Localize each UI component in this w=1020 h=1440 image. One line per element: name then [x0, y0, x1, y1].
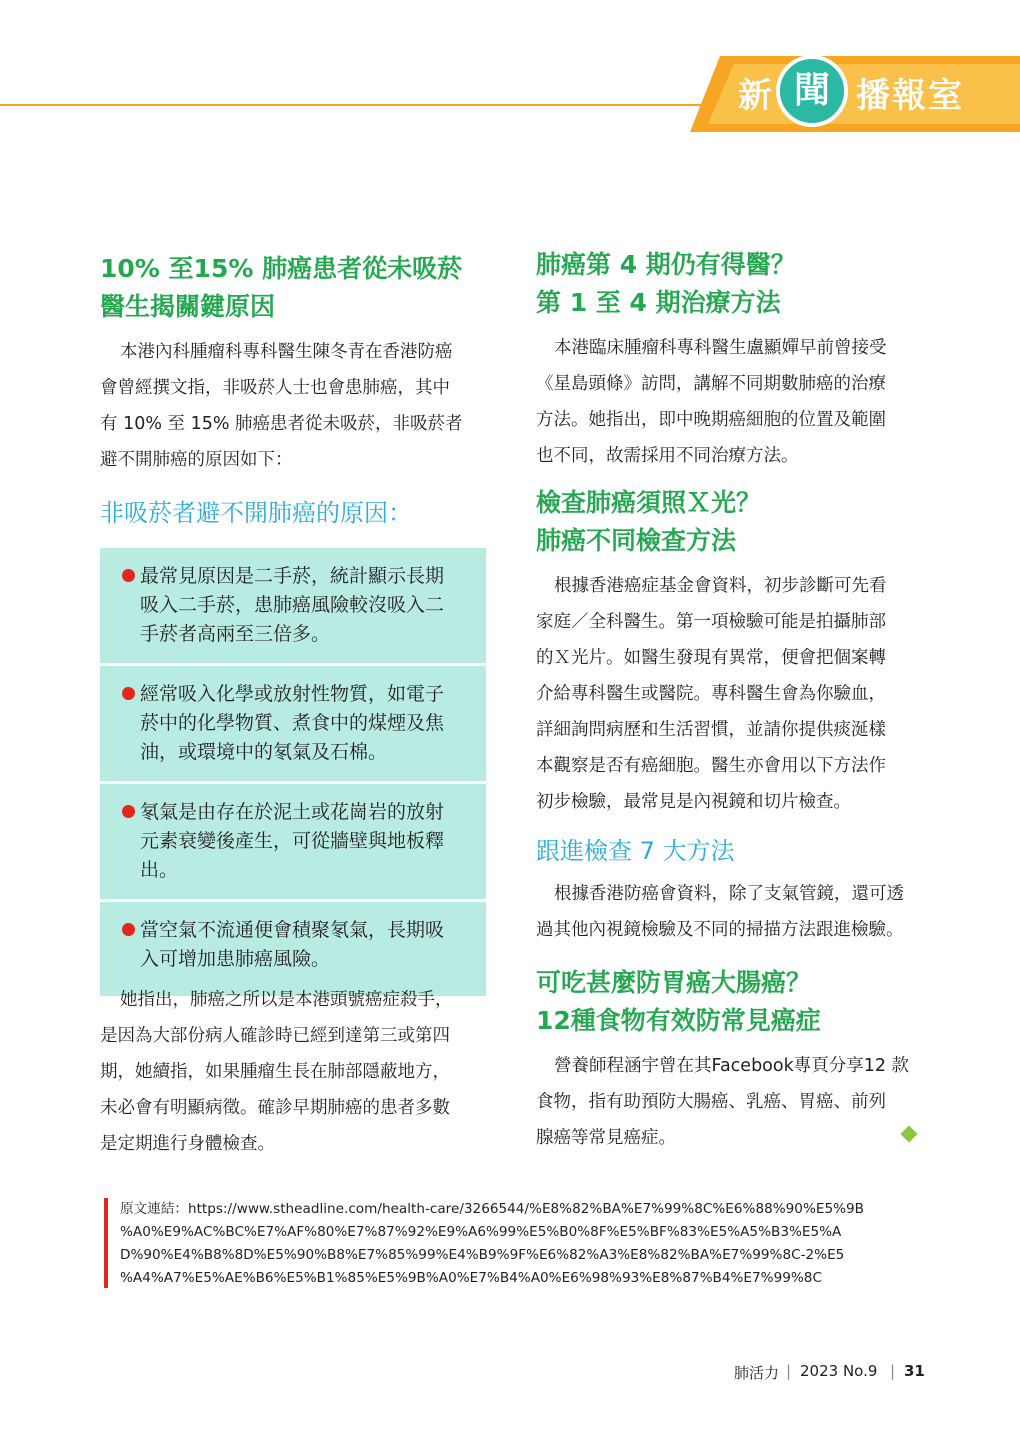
left-outro-paragraph — [100, 982, 490, 1162]
bullet-dot-icon — [122, 687, 135, 700]
left-outro-line: 未必會有明顯病徵。確診早期肺癌的患者多數 — [100, 1098, 450, 1118]
reasons-box-list — [100, 548, 486, 999]
right-paragraph-4 — [536, 1048, 924, 1156]
footer-issue: 2023 No.9 — [800, 1362, 878, 1380]
reason-text: 出。 — [140, 859, 179, 881]
reason-text: 氡氣是由存在於泥土或花崗岩的放射 — [140, 801, 445, 823]
header-rule — [0, 104, 705, 106]
right-p2-line: 的Ｘ光片。如醫生發現有異常，便會把個案轉 — [536, 648, 886, 668]
left-outro-line: 是因為大部份病人確診時已經到達第三或第四 — [100, 1026, 450, 1046]
footer-separator: | — [786, 1362, 792, 1380]
reason-text: 吸入二手菸，患肺癌風險較沒吸入二 — [140, 594, 445, 616]
reason-text: 最常見原因是二手菸，統計顯示長期 — [140, 565, 445, 587]
reference-link-block[interactable] — [120, 1198, 864, 1290]
left-intro-line: 避不開肺癌的原因如下： — [100, 450, 293, 470]
left-outro-line: 是定期進行身體檢查。 — [100, 1134, 275, 1154]
reason-text: 元素衰變後產生，可從牆壁與地板釋 — [140, 830, 445, 852]
left-heading-line-1: 10% 至15% 肺癌患者從未吸菸 — [100, 254, 463, 283]
left-outro-line: 她指出，肺癌之所以是本港頭號癌症殺手， — [120, 990, 453, 1010]
reason-text: 手菸者高兩至三倍多。 — [140, 623, 331, 645]
right-p2-line: 初步檢驗，最常見是內視鏡和切片檢查。 — [536, 792, 851, 812]
right-paragraph-3 — [536, 876, 924, 948]
right-heading-4-line-2: 12種食物有效防常見癌症 — [536, 1006, 821, 1035]
right-heading-4 — [536, 964, 821, 1040]
right-heading-2-line-1: 檢查肺癌須照Ｘ光？ — [536, 488, 762, 517]
left-intro-line: 會曾經撰文指，非吸菸人士也會患肺癌，其中 — [100, 378, 450, 398]
right-heading-4-line-1: 可吃甚麼防胃癌大腸癌？ — [536, 968, 812, 997]
banner-circle-news: 聞 — [776, 55, 848, 127]
reason-box — [100, 666, 486, 781]
right-p2-line: 詳細詢問病歷和生活習慣，並請你提供痰涎樣 — [536, 720, 886, 740]
reference-line: %A0%E9%AC%BC%E7%AF%80%E7%87%92%E9%A6%99%E5%B0%8F%E5%BF%83%E5%A5%B3%E5%A — [120, 1224, 842, 1240]
left-intro-paragraph — [100, 334, 490, 478]
right-heading-1 — [536, 246, 796, 322]
footer-separator: | — [890, 1362, 896, 1380]
right-p3-line: 根據香港防癌會資料，除了支氣管鏡，還可透 — [554, 884, 904, 904]
right-p2-line: 本觀察是否有癌細胞。醫生亦會用以下方法作 — [536, 756, 886, 776]
reason-text: 油，或環境中的氡氣及石棉。 — [140, 741, 388, 763]
reason-box — [100, 784, 486, 899]
right-p1-line: 本港臨床腫瘤科專科醫生盧顯嬋早前曾接受 — [554, 338, 887, 358]
reference-line: %A4%A7%E5%AE%B6%E5%B1%85%E5%9B%A0%E7%B4%A0%E6%98%93%E8%87%B4%E7%99%8C — [120, 1270, 822, 1286]
right-p4-line: 營養師程涵宇曾在其Facebook專頁分享12 款 — [554, 1056, 910, 1076]
reason-text: 菸中的化學物質、煮食中的煤煙及焦 — [140, 712, 445, 734]
right-p3-line: 過其他內視鏡檢驗及不同的掃描方法跟進檢驗。 — [536, 920, 904, 940]
left-heading-line-2: 醫生揭關鍵原因 — [100, 292, 276, 321]
right-paragraph-1 — [536, 330, 924, 474]
right-subheading-7-methods: 跟進檢查 7 大方法 — [536, 837, 735, 865]
right-p2-line: 家庭／全科醫生。第一項檢驗可能是拍攝肺部 — [536, 612, 886, 632]
right-p2-line: 根據香港癌症基金會資料，初步診斷可先看 — [554, 576, 887, 596]
reference-line: 原文連結：https://www.stheadline.com/health-care/3266544/%E8%82%BA%E7%99%8C%E6%88%90%E5%9B — [120, 1201, 864, 1217]
right-paragraph-2 — [536, 568, 924, 820]
reference-accent-bar — [104, 1198, 108, 1288]
right-heading-2 — [536, 484, 761, 560]
left-intro-line: 有 10% 至 15% 肺癌患者從未吸菸，非吸菸者 — [100, 414, 463, 434]
right-p1-line: 也不同，故需採用不同治療方法。 — [536, 446, 799, 466]
left-subheading: 非吸菸者避不開肺癌的原因： — [100, 499, 412, 527]
bullet-dot-icon — [122, 805, 135, 818]
right-heading-2-line-2: 肺癌不同檢查方法 — [536, 526, 737, 555]
left-heading — [100, 250, 462, 326]
right-heading-1-line-2: 第 1 至 4 期治療方法 — [536, 288, 781, 317]
reason-text: 經常吸入化學或放射性物質，如電子 — [140, 683, 445, 705]
right-p1-line: 《星島頭條》訪問，講解不同期數肺癌的治療 — [536, 374, 886, 394]
right-p1-line: 方法。她指出，即中晚期癌細胞的位置及範圍 — [536, 410, 886, 430]
banner-text-broadcast-room: 播報室 — [856, 76, 964, 116]
right-heading-1-line-1: 肺癌第 4 期仍有得醫？ — [536, 250, 796, 279]
right-p4-line: 食物，指有助預防大腸癌、乳癌、胃癌、前列 — [536, 1092, 886, 1112]
footer-page-number: 31 — [904, 1362, 925, 1380]
left-outro-line: 期，她續指，如果腫瘤生長在肺部隱蔽地方， — [100, 1062, 450, 1082]
footer-magazine-name: 肺活力 — [734, 1364, 780, 1382]
left-intro-line: 本港內科腫瘤科專科醫生陳冬青在香港防癌 — [120, 342, 453, 362]
right-p2-line: 介給專科醫生或醫院。專科醫生會為你驗血， — [536, 684, 886, 704]
bullet-dot-icon — [122, 923, 135, 936]
reason-text: 當空氣不流通便會積聚氡氣，長期吸 — [140, 919, 445, 941]
reason-text: 入可增加患肺癌風險。 — [140, 948, 331, 970]
bullet-dot-icon — [122, 569, 135, 582]
reference-line: D%90%E4%B8%8D%E5%90%B8%E7%85%99%E4%B9%9F%E6%82%A3%E8%82%BA%E7%99%8C-2%E5 — [120, 1247, 845, 1263]
banner-text-new: 新 — [738, 76, 774, 116]
right-p4-line: 腺癌等常見癌症。 — [536, 1128, 676, 1148]
reason-box — [100, 548, 486, 663]
